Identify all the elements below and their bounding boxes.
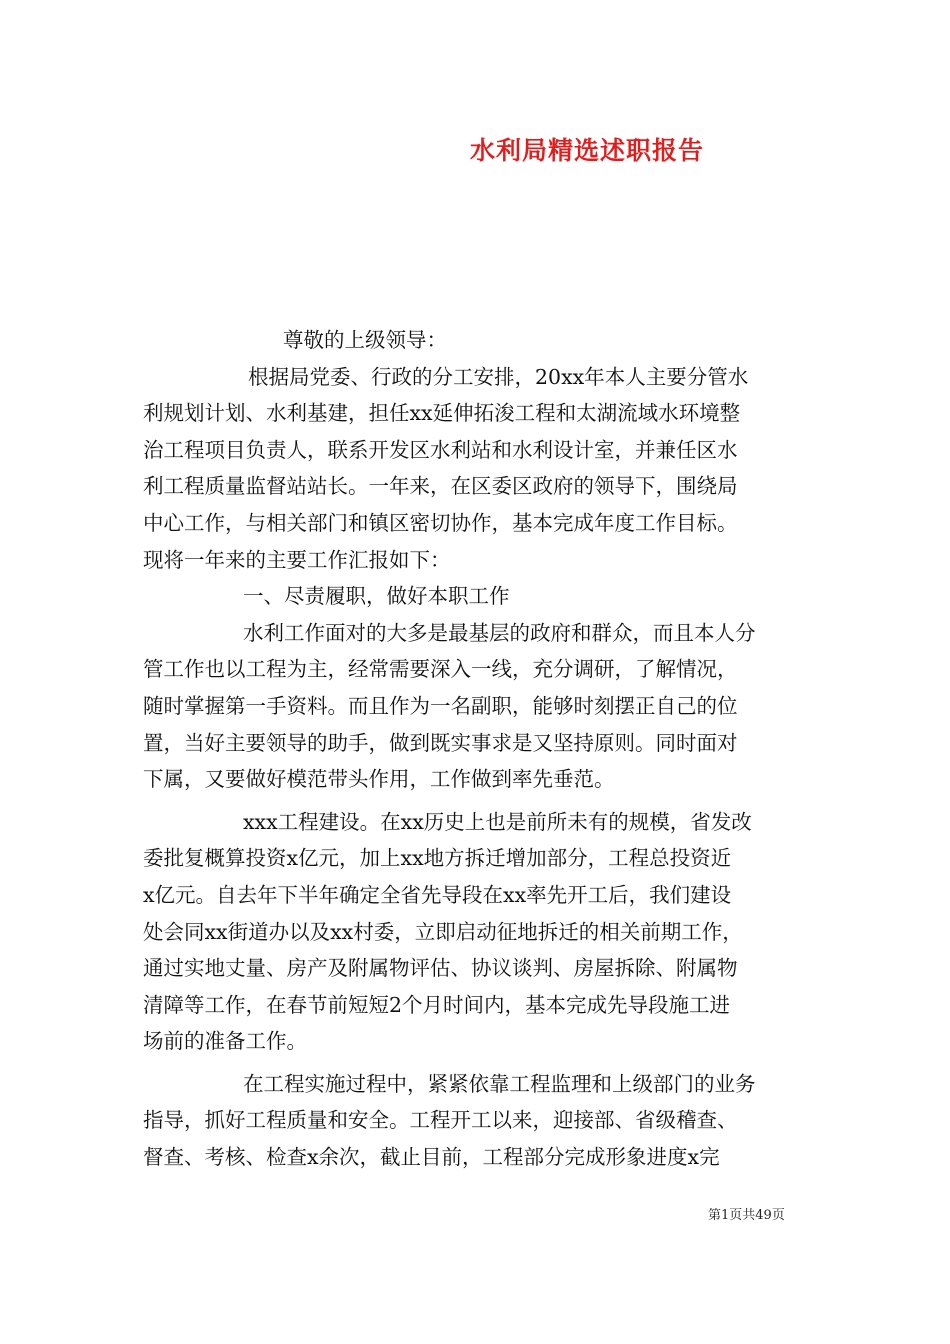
text-line: 下属，又要做好模范带头作用，工作做到率先垂范。 [143, 767, 615, 792]
text-line: 治工程项目负责人，联系开发区水利站和水利设计室，并兼任区水 [143, 437, 738, 462]
text-line: 场前的准备工作。 [143, 1029, 307, 1054]
text-line: 督查、考核、检查x余次，截止目前，工程部分完成形象进度x完 [143, 1145, 720, 1170]
text-line: 随时掌握第一手资料。而且作为一名副职，能够时刻摆正自己的位 [143, 693, 738, 718]
document-title: 水利局精选述职报告 [470, 136, 705, 165]
text-line: 根据局党委、行政的分工安排，20xx年本人主要分管水 [248, 364, 749, 389]
text-line: 置，当好主要领导的助手，做到既实事求是又坚持原则。同时面对 [143, 730, 738, 755]
text-line: 处会同xx街道办以及xx村委，立即启动征地拆迁的相关前期工作， [143, 919, 743, 944]
page-number-footer: 第1页共49页 [708, 1208, 785, 1223]
text-line: 尊敬的上级领导： [283, 328, 447, 352]
text-line: xxx工程建设。在xx历史上也是前所未有的规模，省发改 [243, 809, 752, 834]
document-body [143, 322, 813, 1176]
text-line: 在工程实施过程中，紧紧依靠工程监理和上级部门的业务 [243, 1071, 756, 1096]
text-line: 利工程质量监督站站长。一年来，在区委区政府的领导下，围绕局 [143, 474, 738, 499]
text-line: 一、尽责履职，做好本职工作 [243, 584, 510, 609]
text-line: 中心工作，与相关部门和镇区密切协作，基本完成年度工作目标。 [143, 510, 738, 535]
text-line: 利规划计划、水利基建，担任xx延伸拓浚工程和太湖流域水环境整 [143, 401, 741, 426]
text-line: x亿元。自去年下半年确定全省先导段在xx率先开工后，我们建设 [143, 882, 732, 907]
text-line: 指导，抓好工程质量和安全。工程开工以来，迎接部、省级稽查、 [143, 1108, 738, 1133]
text-line: 管工作也以工程为主，经常需要深入一线，充分调研，了解情况， [143, 657, 738, 682]
text-line: 委批复概算投资x亿元，加上xx地方拆迁增加部分，工程总投资近 [143, 846, 732, 871]
text-line: 水利工作面对的大多是最基层的政府和群众，而且本人分 [243, 620, 756, 645]
text-line: 现将一年来的主要工作汇报如下： [143, 547, 451, 572]
text-line: 清障等工作，在春节前短短2个月时间内，基本完成先导段施工进 [143, 992, 731, 1017]
text-line: 通过实地丈量、房产及附属物评估、协议谈判、房屋拆除、附属物 [143, 956, 738, 981]
